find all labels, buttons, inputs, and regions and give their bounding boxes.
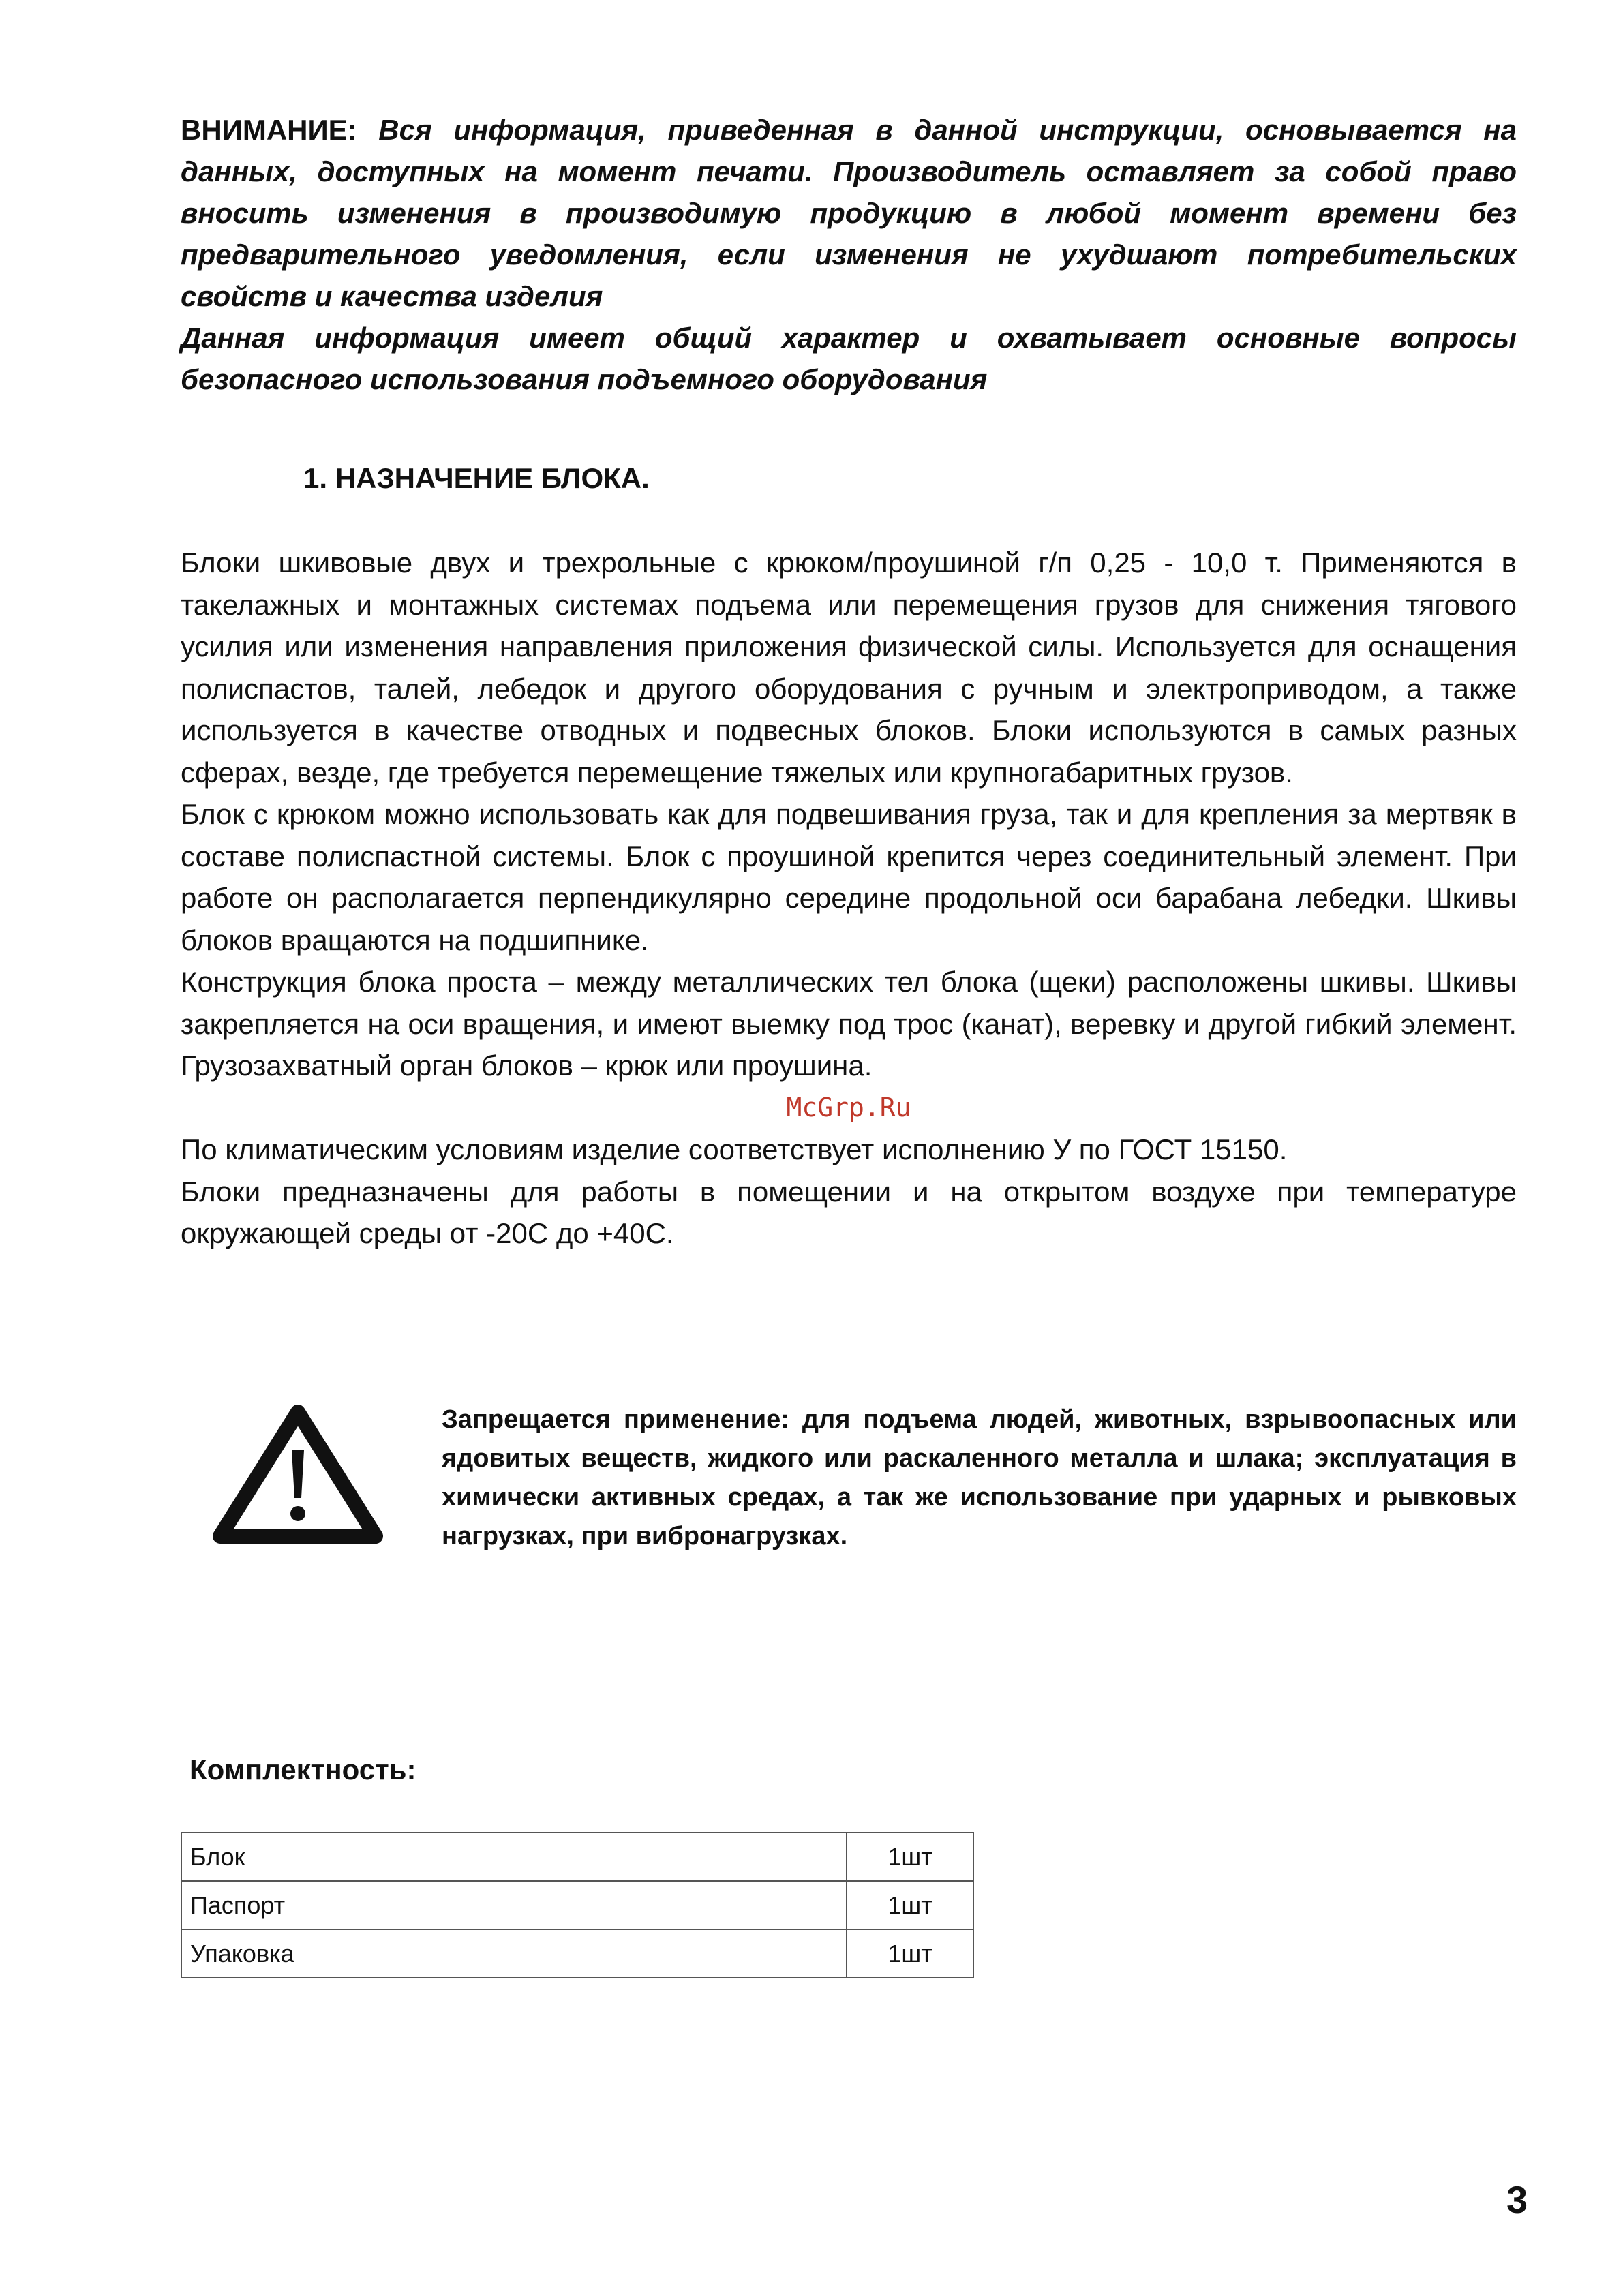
kit-item-qty: 1шт [847,1881,973,1929]
kit-item-qty: 1шт [847,1833,973,1881]
description-block [181,542,1517,1255]
notice-block [181,109,1517,400]
section-title: 1. НАЗНАЧЕНИЕ БЛОКА. [303,462,650,494]
description-paragraph-5: Блоки предназначены для работы в помещении и на открытом воздухе при температуре окружающей среды от -20С до +40С. [181,1175,1517,1249]
description-paragraph-1: Блоки шкивовые двух и трехрольные с крюком/проушиной г/п 0,25 - 10,0 т. Применяются в такелажных и монтажных системах подъема или перемещения грузов для снижения тягового усилия или изменения направления приложения физической силы. Используется для оснащения полиспастов, талей, лебедок и другого оборудования с ручным и электроприводом, а также используется в качестве отводных и подвесных блоков. Блоки используются в самых разных сферах, везде, где требуется перемещение тяжелых или крупногабаритных грузов. [181,547,1517,789]
kit-title: Комплектность: [189,1754,416,1786]
page-number: 3 [1506,2178,1528,2221]
kit-item-name: Паспорт [181,1881,847,1929]
kit-table [181,1832,974,1978]
watermark-link[interactable]: McGrp.Ru [786,1092,911,1122]
notice-text-secondary: Данная информация имеет общий характер и охватывает основные вопросы безопасного использования подъемного оборудования [181,322,1517,395]
kit-item-name: Упаковка [181,1929,847,1978]
warning-text: Запрещается применение: для подъема людей, животных, взрывоопасных или ядовитых веществ, жидкого или раскаленного металла и шлака; эксплуатация в химически активных средах, а так же использование при ударных и рывковых нагрузках, при вибронагрузках. [442,1405,1517,1550]
description-paragraph-4: По климатическим условиям изделие соответствует исполнению У по ГОСТ 15150. [181,1133,1288,1165]
kit-item-name: Блок [181,1833,847,1881]
kit-item-qty: 1шт [847,1929,973,1978]
notice-text: Вся информация, приведенная в данной инструкции, основывается на данных, доступных на момент печати. Производитель оставляет за собой право вносить изменения в производимую продукцию в любой момент времени без предварительного уведомления, если изменения не ухудшают потребительских свойств и качества изделия [181,114,1517,312]
notice-label: ВНИМАНИЕ: [181,114,357,146]
table-row [181,1929,973,1978]
description-paragraph-3: Конструкция блока проста – между металлических тел блока (щеки) расположены шкивы. Шкивы закрепляется на оси вращения, и имеют выемку под трос (канат), веревку и другой гибкий элемент. Грузозахватный орган блоков – крюк или проушина. [181,966,1517,1082]
table-row [181,1833,973,1881]
notice-paragraph [181,109,1517,317]
table-row [181,1881,973,1929]
warning-triangle-icon [211,1403,385,1546]
description-paragraph-2: Блок с крюком можно использовать как для подвешивания груза, так и для крепления за мертвяк в составе полиспастной системы. Блок с проушиной крепится через соединительный элемент. При работе он располагается перпендикулярно середине продольной оси барабана лебедки. Шкивы блоков вращаются на подшипнике. [181,798,1517,956]
